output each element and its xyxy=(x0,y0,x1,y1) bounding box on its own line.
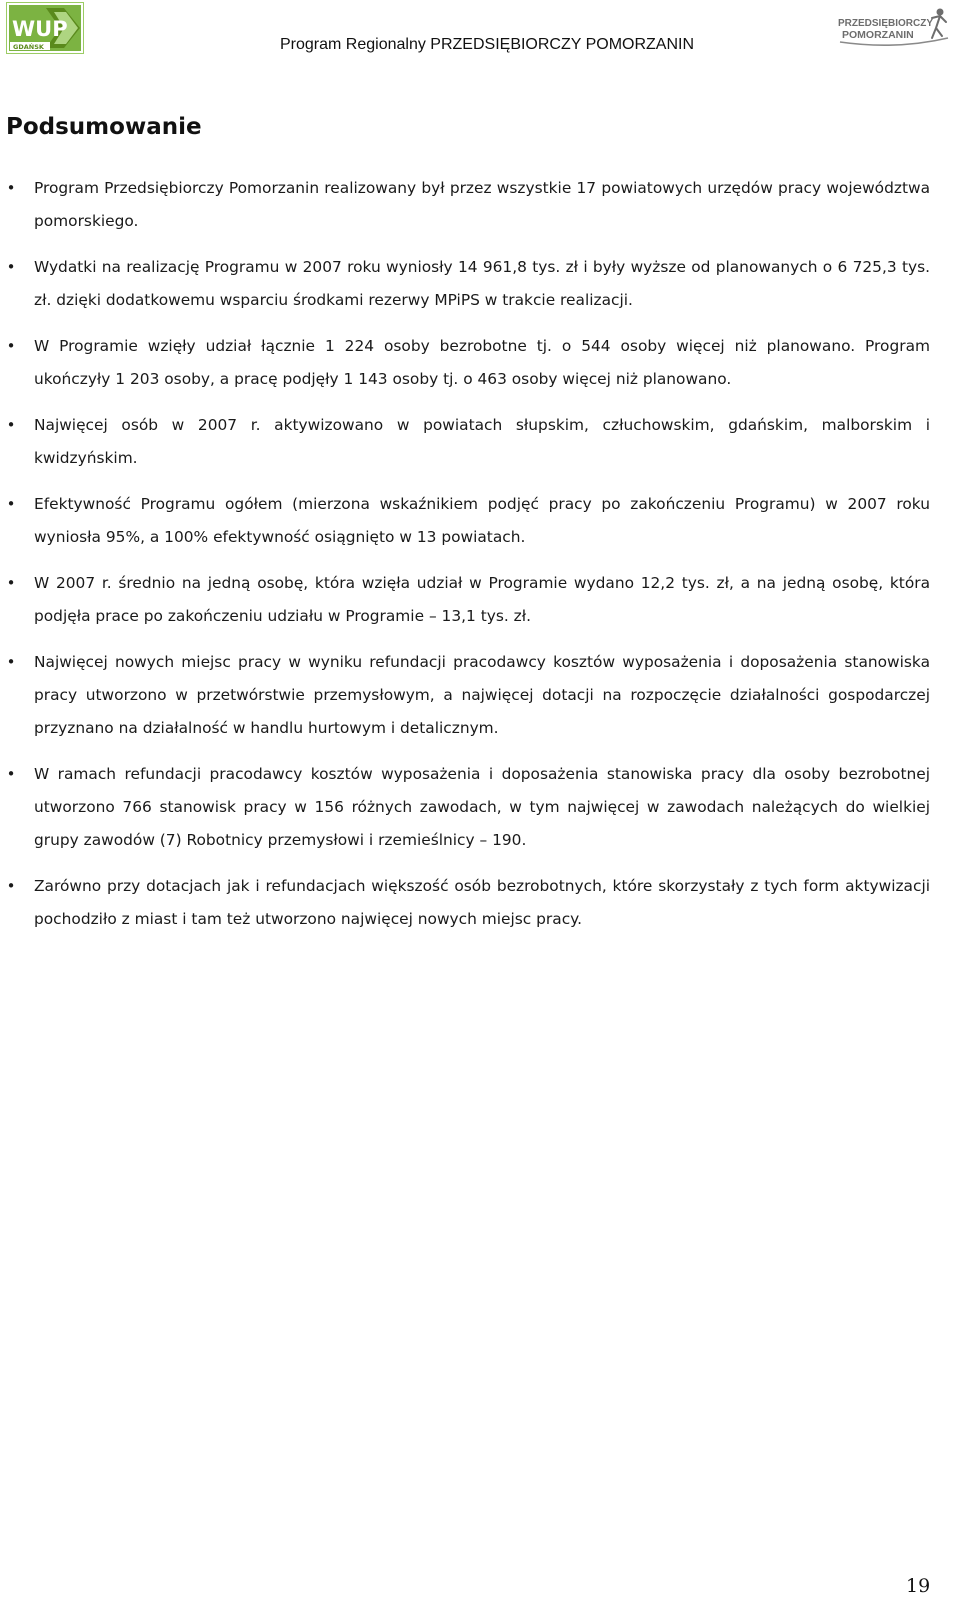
header-title: Program Regionalny PRZEDSIĘBIORCZY POMORZANIN xyxy=(280,36,695,53)
bullet-text: Najwięcej osób w 2007 r. aktywizowano w powiatach słupskim, człuchowskim, gdańskim, malborskim i kwidzyńskim. xyxy=(34,416,930,467)
bullet-text: Efektywność Programu ogółem (mierzona wskaźnikiem podjęć pracy po zakończeniu Programu) w 2007 roku wyniosła 95%, a 100% efektywność osiągnięto w 13 powiatach. xyxy=(34,495,930,546)
bullet-dot-icon: • xyxy=(6,416,16,434)
bullet-dot-icon: • xyxy=(6,574,16,592)
section-title: Podsumowanie xyxy=(6,114,202,140)
bullet-text: Zarówno przy dotacjach jak i refundacjach większość osób bezrobotnych, które skorzystały z tych form aktywizacji pochodziło z miast i tam też utworzono najwięcej nowych miejsc pracy. xyxy=(34,877,930,928)
bullet-dot-icon: • xyxy=(6,765,16,783)
bullet-item xyxy=(0,251,930,317)
bullet-item xyxy=(0,646,930,745)
bullet-text: Program Przedsiębiorczy Pomorzanin realizowany był przez wszystkie 17 powiatowych urzędów pracy województwa pomorskiego. xyxy=(34,179,930,230)
wup-logo-text: WUP xyxy=(12,17,68,41)
przedsiebiorczy-pomorzanin-logo xyxy=(836,4,956,54)
bullet-item xyxy=(0,409,930,475)
logo-right-line1: PRZEDSIĘBIORCZY xyxy=(838,18,934,29)
page-number: 19 xyxy=(906,1575,931,1597)
bullet-item xyxy=(0,567,930,633)
bullet-dot-icon: • xyxy=(6,337,16,355)
bullet-text: Wydatki na realizację Programu w 2007 roku wyniosły 14 961,8 tys. zł i były wyższe od planowanych o 6 725,3 tys. zł. dzięki dodatkowemu wsparciu środkami rezerwy MPiPS w trakcie realizacji. xyxy=(34,258,930,309)
bullet-dot-icon: • xyxy=(6,179,16,197)
bullet-item xyxy=(0,758,930,857)
wup-logo-subtext: GDAŃSK xyxy=(13,43,44,51)
bullet-dot-icon: • xyxy=(6,495,16,513)
bullet-text: W ramach refundacji pracodawcy kosztów wyposażenia i doposażenia stanowiska pracy dla osoby bezrobotnej utworzono 766 stanowisk pracy w 156 różnych zawodach, w tym najwięcej w zawodach należących do wielkiej grupy zawodów (7) Robotnicy przemysłowi i rzemieślnicy – 190. xyxy=(34,765,930,849)
bullet-text: W 2007 r. średnio na jedną osobę, która wzięła udział w Programie wydano 12,2 tys. zł, a na jedną osobę, która podjęła prace po zakończeniu udziału w Programie – 13,1 tys. zł. xyxy=(34,574,930,625)
wup-gdansk-logo xyxy=(6,2,84,54)
summary-bullet-list xyxy=(0,172,960,949)
bullet-text: W Programie wzięły udział łącznie 1 224 osoby bezrobotne tj. o 544 osoby więcej niż planowano. Program ukończyły 1 203 osoby, a pracę podjęły 1 143 osoby tj. o 463 osoby więcej niż planowano. xyxy=(34,337,930,388)
bullet-dot-icon: • xyxy=(6,258,16,276)
page-header xyxy=(0,0,960,60)
bullet-item xyxy=(0,172,930,238)
bullet-item xyxy=(0,488,930,554)
bullet-dot-icon: • xyxy=(6,877,16,895)
bullet-item xyxy=(0,330,930,396)
bullet-text: Najwięcej nowych miejsc pracy w wyniku refundacji pracodawcy kosztów wyposażenia i doposażenia stanowiska pracy utworzono w przetwórstwie przemysłowym, a najwięcej dotacji na rozpoczęcie działalności gospodarczej przyznano na działalność w handlu hurtowym i detalicznym. xyxy=(34,653,930,737)
logo-right-line2: POMORZANIN xyxy=(842,29,914,41)
bullet-item xyxy=(0,870,930,936)
bullet-dot-icon: • xyxy=(6,653,16,671)
